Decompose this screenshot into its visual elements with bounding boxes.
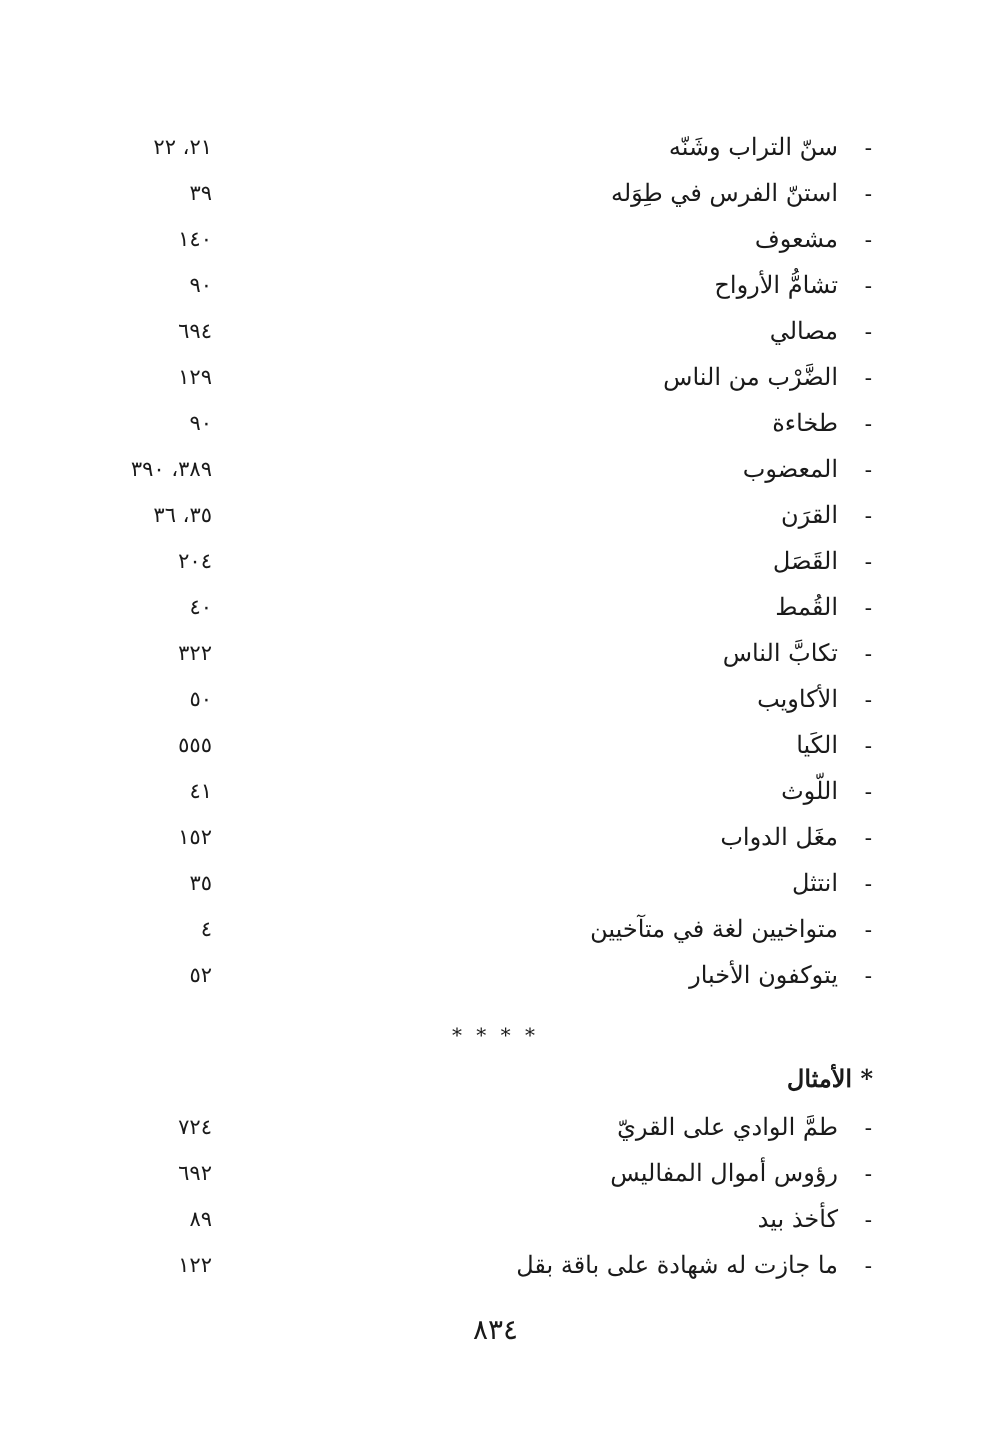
entry-dash: - [864, 136, 872, 161]
entry-page-refs: ٩٠ [189, 273, 212, 297]
entry-page-refs: ٩٠ [189, 411, 212, 435]
entry-dash: - [864, 1208, 872, 1233]
entry-dash: - [864, 734, 872, 759]
index-entry [100, 956, 872, 1002]
entry-dash: - [864, 504, 872, 529]
index-entry [100, 266, 872, 312]
entry-dash: - [864, 274, 872, 299]
index-entry [100, 772, 872, 818]
entry-term: رؤوس أموال المفاليس [610, 1159, 838, 1187]
entry-term: طخاءة [772, 409, 838, 437]
entry-dash: - [864, 182, 872, 207]
entry-page-refs: ٤٠ [189, 595, 212, 619]
entry-page-refs: ٣٢٢ [178, 641, 212, 665]
entry-page-refs: ٥٠ [189, 687, 212, 711]
index-entry [100, 1200, 872, 1246]
entry-dash: - [864, 366, 872, 391]
entry-page-refs: ٧٢٤ [178, 1115, 212, 1139]
entry-page-refs: ٣٥ [189, 871, 212, 895]
index-entry [100, 128, 872, 174]
index-entry [100, 404, 872, 450]
index-entry [100, 1154, 872, 1200]
entry-dash: - [864, 550, 872, 575]
entry-dash: - [864, 826, 872, 851]
entry-dash: - [864, 688, 872, 713]
index-entry [100, 1246, 872, 1292]
entry-term: مصالي [769, 317, 838, 345]
entry-page-refs: ٢١، ٢٢ [153, 135, 212, 159]
index-entry [100, 220, 872, 266]
entry-dash: - [864, 642, 872, 667]
entry-term: مشعوف [754, 225, 838, 253]
entry-page-refs: ٥٥٥ [178, 733, 212, 757]
entry-page-refs: ١٢٩ [178, 365, 212, 389]
index-entry [100, 450, 872, 496]
index-entry [100, 496, 872, 542]
entry-term: القَصَل [772, 547, 838, 575]
entry-page-refs: ٨٩ [189, 1207, 212, 1231]
index-entry [100, 726, 872, 772]
entry-dash: - [864, 918, 872, 943]
entry-term: طمَّ الوادي على القريّ [617, 1113, 838, 1141]
entry-term: تشامُّ الأرواح [714, 271, 838, 299]
entry-page-refs: ٤١ [189, 779, 212, 803]
entry-term: المعضوب [742, 455, 838, 483]
entry-page-refs: ٦٩٢ [178, 1161, 212, 1185]
entry-term: يتوكفون الأخبار [689, 961, 838, 989]
entry-term: القُمط [775, 593, 838, 621]
index-entry [100, 818, 872, 864]
entry-term: سنّ التراب وشَنّه [668, 133, 838, 161]
index-entry [100, 634, 872, 680]
entry-term: مغَل الدواب [720, 823, 838, 851]
page-number: ٨٣٤ [472, 1313, 519, 1346]
entry-term: الأكاويب [757, 685, 838, 713]
entry-dash: - [864, 320, 872, 345]
entry-term: ما جازت له شهادة على باقة بقل [516, 1251, 838, 1279]
entry-page-refs: ٤ [200, 917, 212, 941]
entry-dash: - [864, 596, 872, 621]
entry-term: تكابَّ الناس [722, 639, 838, 667]
entry-page-refs: ١٤٠ [178, 227, 212, 251]
index-entry [100, 542, 872, 588]
section-heading-proverbs: * الأمثال [786, 1064, 873, 1093]
entry-page-refs: ١٥٢ [178, 825, 212, 849]
entry-term: متواخيين لغة في متآخيين [590, 915, 838, 943]
entry-term: الكَيا [796, 731, 838, 759]
index-entry [100, 1108, 872, 1154]
index-entry [100, 174, 872, 220]
index-entry [100, 588, 872, 634]
entry-term: كأخذ بيد [757, 1205, 838, 1233]
entry-dash: - [864, 964, 872, 989]
entry-term: اللّوث [781, 777, 838, 805]
entry-dash: - [864, 1116, 872, 1141]
entry-page-refs: ٢٠٤ [178, 549, 212, 573]
entry-page-refs: ١٢٢ [178, 1253, 212, 1277]
entry-dash: - [864, 228, 872, 253]
entry-dash: - [864, 780, 872, 805]
entry-page-refs: ٣٩ [189, 181, 212, 205]
entry-dash: - [864, 412, 872, 437]
index-entry [100, 358, 872, 404]
entry-dash: - [864, 1254, 872, 1279]
section-separator: * * * * [451, 1023, 540, 1047]
entry-term: الضَّرْب من الناس [663, 363, 838, 391]
index-entry [100, 312, 872, 358]
index-entry [100, 680, 872, 726]
entry-dash: - [864, 458, 872, 483]
entry-term: استنّ الفرس في طِوَله [611, 179, 838, 207]
entry-term: القرَن [781, 501, 838, 529]
entry-page-refs: ٦٩٤ [178, 319, 212, 343]
index-entry [100, 910, 872, 956]
index-entry [100, 864, 872, 910]
entry-page-refs: ٣٨٩، ٣٩٠ [130, 457, 212, 481]
entry-term: انتثل [791, 869, 838, 897]
entry-page-refs: ٥٢ [189, 963, 212, 987]
entry-dash: - [864, 872, 872, 897]
entry-dash: - [864, 1162, 872, 1187]
entry-page-refs: ٣٥، ٣٦ [153, 503, 212, 527]
